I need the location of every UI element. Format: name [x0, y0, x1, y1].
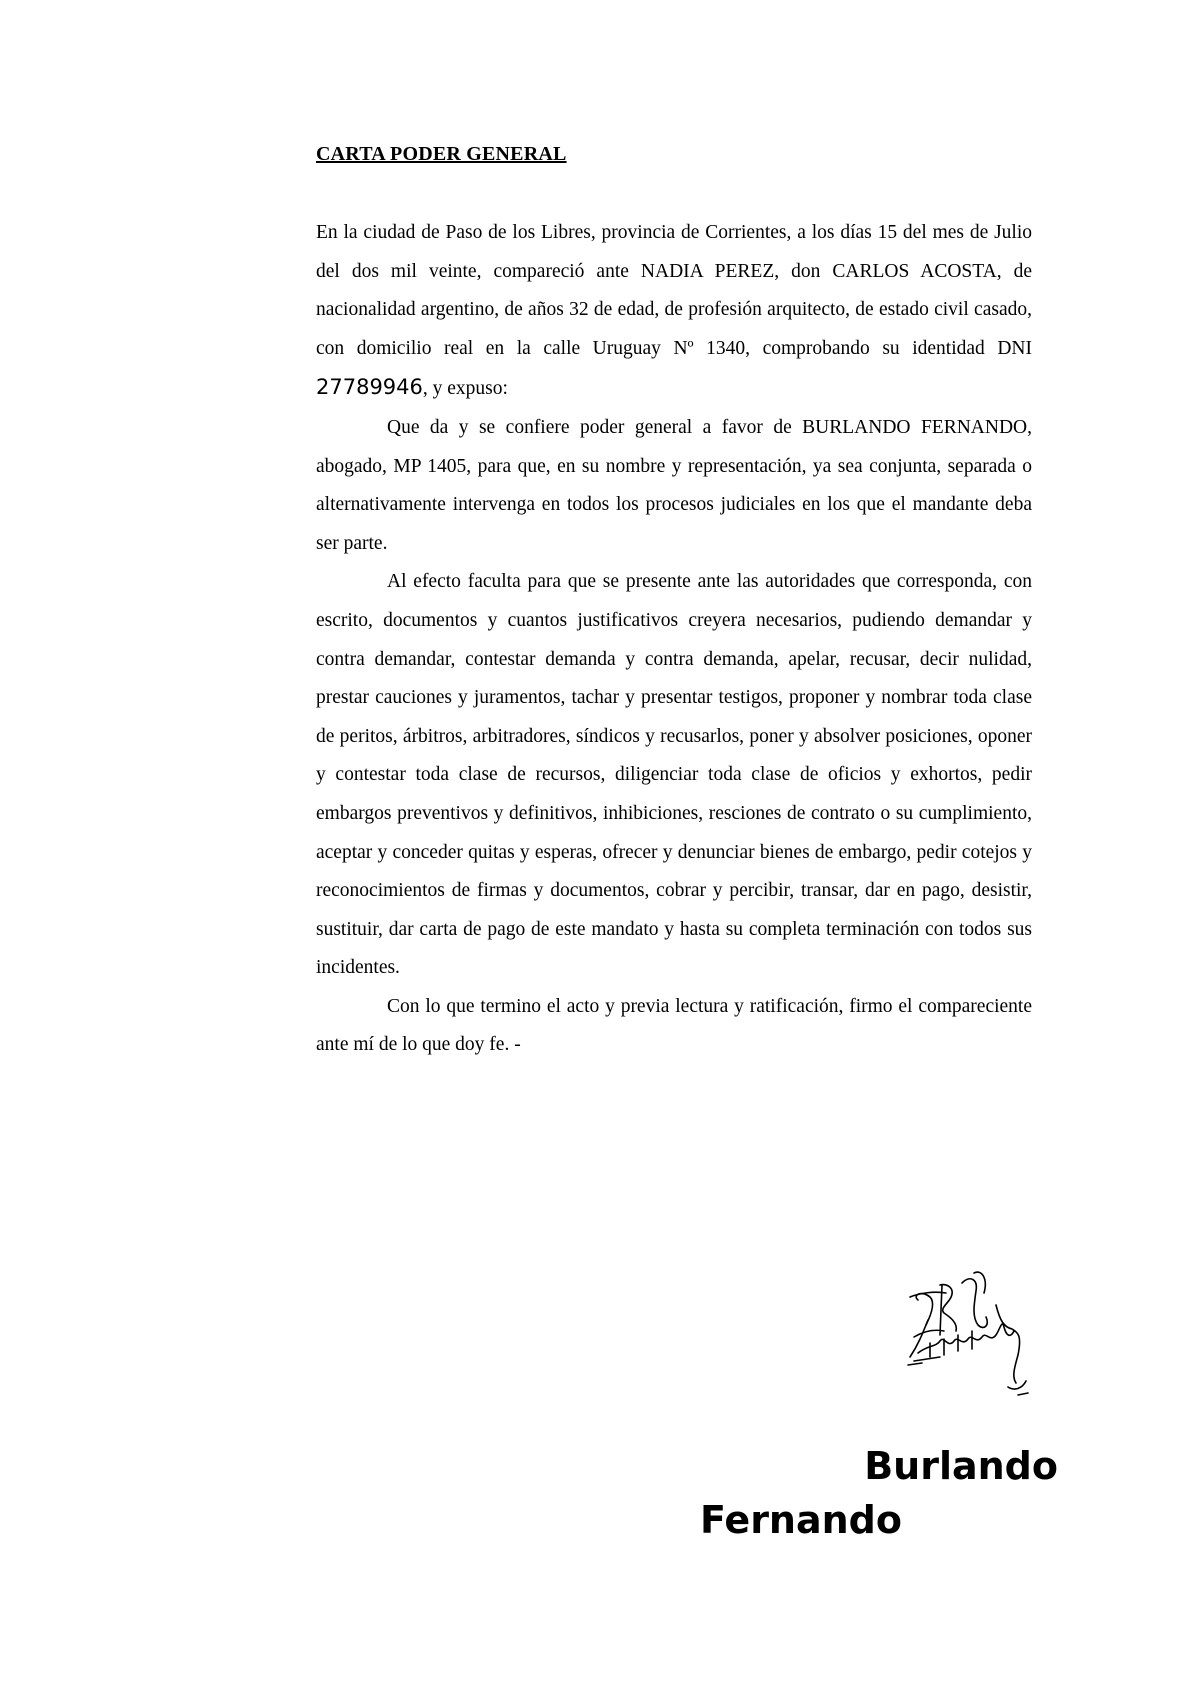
paragraph-facultades: Al efecto faculta para que se presente ante las autoridades que corresponda, con escrito, documentos y cuantos justificativos creyera necesarios, pudiendo demandar y contra demandar, contestar demanda y contra demanda, apelar, recusar, decir nulidad, prestar cauciones y juramentos, tachar y presentar testigos, proponer y nombrar toda clase de peritos, árbitros, arbitradores, síndicos y recusarlos, poner y absolver posiciones, oponer y contestar toda clase de recursos, diligenciar toda clase de oficios y exhortos, pedir embargos preventivos y definitivos, inhibiciones, resciones de contrato o su cumplimiento, aceptar y conceder quitas y esperas, ofrecer y denunciar bienes de embargo, pedir cotejos y reconocimientos de firmas y documentos, cobrar y percibir, transar, dar en pago, desistir, sustituir, dar carta de pago de este mandato y hasta su completa terminación con todos sus incidentes.: [316, 571, 1032, 979]
handwritten-signature: [900, 1265, 1050, 1415]
signer-name-line-2: Fernando: [700, 1498, 902, 1542]
document-body: [316, 214, 1032, 1065]
paragraph-comparecencia: [316, 214, 1032, 409]
paragraph-cierre: Con lo que termino el acto y previa lectura y ratificación, firmo el compareciente ante mí de lo que doy fe. -: [316, 995, 1032, 1056]
paragraph-comparecencia-end: , y expuso:: [422, 378, 508, 400]
paragraph-poder: Que da y se confiere poder general a favor de BURLANDO FERNANDO, abogado, MP 1405, para que, en su nombre y representación, ya sea conjunta, separada o alternativamente intervenga en todos los procesos judiciales en los que el mandante deba ser parte.: [316, 416, 1032, 554]
dni-number: 27789946: [316, 375, 423, 400]
signer-name-line-1: Burlando: [864, 1444, 1058, 1488]
document-title: CARTA PODER GENERAL: [316, 143, 567, 165]
paragraph-comparecencia-text: En la ciudad de Paso de los Libres, provincia de Corrientes, a los días 15 del mes de Julio del dos mil veinte, compareció ante NADIA PEREZ, don CARLOS ACOSTA, de nacionalidad argentino, de años 32 de edad, de profesión arquitecto, de estado civil casado, con domicilio real en la calle Uruguay Nº 1340, comprobando su identidad DNI: [316, 222, 1032, 359]
